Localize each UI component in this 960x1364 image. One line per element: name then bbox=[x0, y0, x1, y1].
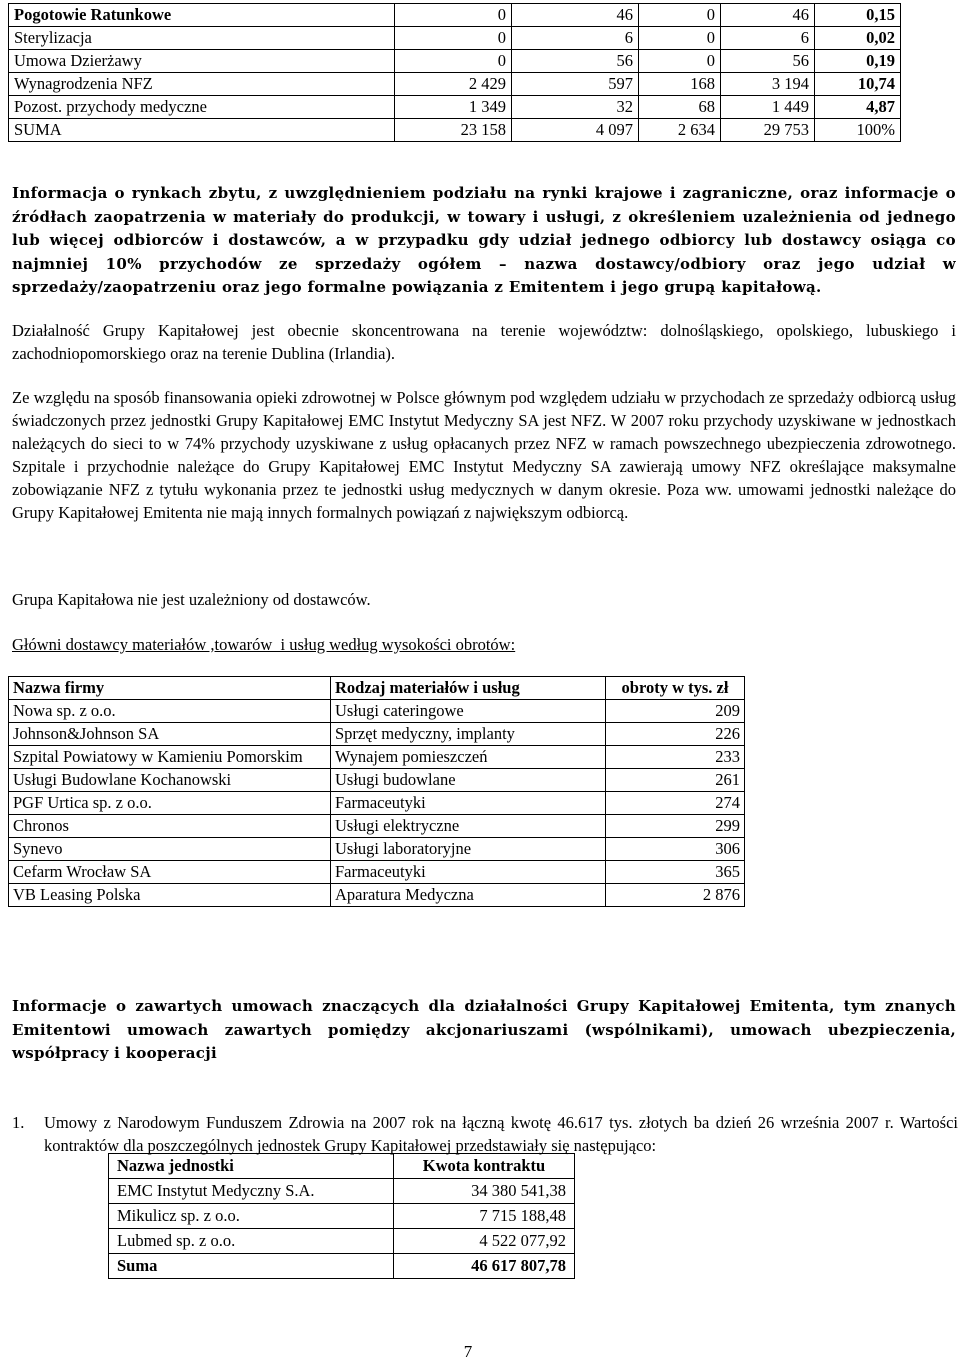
supplier-type: Sprzęt medyczny, implanty bbox=[331, 723, 606, 746]
revenue-share: 0,19 bbox=[815, 50, 901, 73]
revenue-share: 100% bbox=[815, 119, 901, 142]
revenue-cell: 0 bbox=[639, 50, 721, 73]
contract-amount: 4 522 077,92 bbox=[394, 1229, 575, 1254]
table-row bbox=[9, 723, 745, 746]
revenue-table bbox=[8, 3, 901, 142]
paragraph-nfz: Ze względu na sposób finansowania opieki zdrowotnej w Polsce głównym pod względem udziału w przychodach ze sprzedaży odbiorcą usług świadczonych przez jednostki Grupy Kapitałowej EMC Instytut Medyczny SA jest NFZ. W 2007 roku przychody uzyskiwane w jednostkach należących do sieci to w 74% przychody uzyskiwane z usług opłacanych przez NFZ w ramach powszechnego ubezpieczenia zdrowotnego. Szpitale i przychodnie należące do Grupy Kapitałowej EMC Instytut Medyczny SA zawierają umowy NFZ określające maksymalne zobowiązanie NFZ z tytułu wykonania przez te jednostki usług medycznych w danym okresie. Poza ww. umowami jednostki należące do Grupy Kapitałowej Emitenta nie mają innych formalnych powiązań z największym odbiorcą. bbox=[12, 388, 956, 522]
supplier-type: Usługi cateringowe bbox=[331, 700, 606, 723]
section-heading: Informacja o rynkach zbytu, z uwzględnieniem podziału na rynki krajowe i zagraniczne, oraz informacje o źródłach zaopatrzenia w materiały do produkcji, w towary i usługi, z określeniem uzależnienia od jednego lub więcej odbiorców i dostawców, a w przypadku gdy udział jednego odbiorcy lub dostawcy osiąga co najmniej 10% przychodów ze sprzedaży ogółem – nazwa dostawcy/odbiory oraz jego udział w sprzedaży/zaopatrzeniu oraz jego formalne powiązania z Emitentem i jego grupą kapitałową. bbox=[12, 184, 956, 296]
revenue-cell: 23 158 bbox=[395, 119, 512, 142]
table-row bbox=[9, 700, 745, 723]
revenue-cell: 2 634 bbox=[639, 119, 721, 142]
revenue-cell: 0 bbox=[639, 27, 721, 50]
list-item-number: 1. bbox=[12, 1113, 25, 1132]
unit-name: Mikulicz sp. z o.o. bbox=[109, 1204, 394, 1229]
revenue-name: Umowa Dzierżawy bbox=[9, 50, 395, 73]
revenue-cell: 56 bbox=[512, 50, 639, 73]
table-row bbox=[9, 96, 901, 119]
supplier-type: Usługi laboratoryjne bbox=[331, 838, 606, 861]
table-row bbox=[9, 27, 901, 50]
revenue-share: 0,15 bbox=[815, 4, 901, 27]
supplier-name: PGF Urtica sp. z o.o. bbox=[9, 792, 331, 815]
revenue-cell: 597 bbox=[512, 73, 639, 96]
supplier-name: Szpital Powiatowy w Kamieniu Pomorskim bbox=[9, 746, 331, 769]
supplier-type: Usługi budowlane bbox=[331, 769, 606, 792]
revenue-cell: 29 753 bbox=[721, 119, 815, 142]
supplier-name: Synevo bbox=[9, 838, 331, 861]
table-row bbox=[9, 792, 745, 815]
revenue-share: 4,87 bbox=[815, 96, 901, 119]
page-number: 7 bbox=[463, 1342, 473, 1361]
suppliers-title-wrap bbox=[12, 633, 956, 656]
total-amount: 46 617 807,78 bbox=[394, 1254, 575, 1279]
revenue-name: Pozost. przychody medyczne bbox=[9, 96, 395, 119]
revenue-cell: 32 bbox=[512, 96, 639, 119]
revenue-cell: 0 bbox=[639, 4, 721, 27]
revenue-cell: 46 bbox=[721, 4, 815, 27]
supplier-amount: 233 bbox=[606, 746, 745, 769]
supplier-name: Usługi Budowlane Kochanowski bbox=[9, 769, 331, 792]
supplier-name: Cefarm Wrocław SA bbox=[9, 861, 331, 884]
supplier-type: Wynajem pomieszczeń bbox=[331, 746, 606, 769]
column-header: Kwota kontraktu bbox=[394, 1154, 575, 1179]
revenue-share: 0,02 bbox=[815, 27, 901, 50]
list-item-text: Umowy z Narodowym Funduszem Zdrowia na 2007 rok na łączną kwotę 46.617 tys. złotych ba dzień 26 września 2007 r. Wartości kontraktów dla poszczególnych jednostek Grupy Kapitałowej przedstawiały się następująco: bbox=[44, 1113, 958, 1155]
column-header: obroty w tys. zł bbox=[606, 677, 745, 700]
paragraph-regions: Działalność Grupy Kapitałowej jest obecnie skoncentrowana na terenie województw: dolnośląskiego, opolskiego, lubuskiego i zachodniopomorskiego oraz na terenie Dublina (Irlandia). bbox=[12, 321, 956, 363]
revenue-name: Sterylizacja bbox=[9, 27, 395, 50]
revenue-cell: 2 429 bbox=[395, 73, 512, 96]
total-label: Suma bbox=[109, 1254, 394, 1279]
revenue-share: 10,74 bbox=[815, 73, 901, 96]
contract-amount: 7 715 188,48 bbox=[394, 1204, 575, 1229]
table-row bbox=[9, 4, 901, 27]
revenue-name: Wynagrodzenia NFZ bbox=[9, 73, 395, 96]
table-row bbox=[9, 746, 745, 769]
supplier-type: Usługi elektryczne bbox=[331, 815, 606, 838]
supplier-name: Johnson&Johnson SA bbox=[9, 723, 331, 746]
table-row-total bbox=[9, 119, 901, 142]
supplier-amount: 209 bbox=[606, 700, 745, 723]
revenue-cell: 168 bbox=[639, 73, 721, 96]
table-header-row bbox=[9, 677, 745, 700]
contract-amount: 34 380 541,38 bbox=[394, 1179, 575, 1204]
revenue-cell: 1 449 bbox=[721, 96, 815, 119]
revenue-cell: 0 bbox=[395, 4, 512, 27]
supplier-name: Chronos bbox=[9, 815, 331, 838]
revenue-cell: 0 bbox=[395, 27, 512, 50]
table-row bbox=[109, 1229, 575, 1254]
column-header: Nazwa jednostki bbox=[109, 1154, 394, 1179]
revenue-cell: 0 bbox=[395, 50, 512, 73]
column-header: Rodzaj materiałów i usług bbox=[331, 677, 606, 700]
unit-name: EMC Instytut Medyczny S.A. bbox=[109, 1179, 394, 1204]
supplier-type: Farmaceutyki bbox=[331, 861, 606, 884]
revenue-cell: 56 bbox=[721, 50, 815, 73]
paragraph-supplier-dependency: Grupa Kapitałowa nie jest uzależniony od dostawców. bbox=[12, 590, 371, 609]
supplier-amount: 226 bbox=[606, 723, 745, 746]
contracts-table bbox=[108, 1153, 575, 1279]
supplier-amount: 2 876 bbox=[606, 884, 745, 907]
supplier-amount: 365 bbox=[606, 861, 745, 884]
table-row bbox=[109, 1204, 575, 1229]
supplier-type: Aparatura Medyczna bbox=[331, 884, 606, 907]
revenue-name: SUMA bbox=[9, 119, 395, 142]
supplier-name: Nowa sp. z o.o. bbox=[9, 700, 331, 723]
revenue-cell: 46 bbox=[512, 4, 639, 27]
supplier-amount: 299 bbox=[606, 815, 745, 838]
table-row bbox=[9, 861, 745, 884]
column-header: Nazwa firmy bbox=[9, 677, 331, 700]
suppliers-title: Główni dostawcy materiałów ,towarów i usług według wysokości obrotów: bbox=[12, 635, 516, 654]
revenue-cell: 6 bbox=[721, 27, 815, 50]
table-row bbox=[9, 50, 901, 73]
revenue-name: Pogotowie Ratunkowe bbox=[9, 4, 395, 27]
table-header-row bbox=[109, 1154, 575, 1179]
table-row bbox=[9, 815, 745, 838]
supplier-type: Farmaceutyki bbox=[331, 792, 606, 815]
supplier-amount: 261 bbox=[606, 769, 745, 792]
table-row-total bbox=[109, 1254, 575, 1279]
revenue-cell: 1 349 bbox=[395, 96, 512, 119]
table-row bbox=[109, 1179, 575, 1204]
revenue-cell: 4 097 bbox=[512, 119, 639, 142]
revenue-cell: 68 bbox=[639, 96, 721, 119]
supplier-amount: 274 bbox=[606, 792, 745, 815]
revenue-cell: 3 194 bbox=[721, 73, 815, 96]
table-row bbox=[9, 884, 745, 907]
supplier-amount: 306 bbox=[606, 838, 745, 861]
suppliers-table bbox=[8, 676, 745, 907]
supplier-name: VB Leasing Polska bbox=[9, 884, 331, 907]
table-row bbox=[9, 838, 745, 861]
unit-name: Lubmed sp. z o.o. bbox=[109, 1229, 394, 1254]
revenue-cell: 6 bbox=[512, 27, 639, 50]
contracts-heading: Informacje o zawartych umowach znaczących dla działalności Grupy Kapitałowej Emitenta, tym znanych Emitentowi umowach zawartych pomiędzy akcjonariuszami (wspólnikami), umowach ubezpieczenia, współpracy i kooperacji bbox=[12, 997, 956, 1062]
table-row bbox=[9, 73, 901, 96]
table-row bbox=[9, 769, 745, 792]
